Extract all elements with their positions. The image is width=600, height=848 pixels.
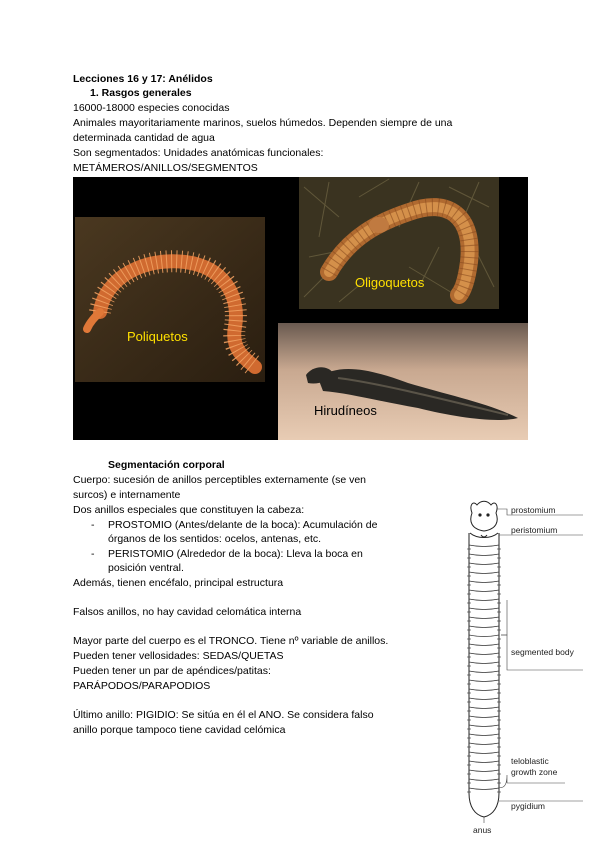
body-segment-ring bbox=[469, 617, 499, 619]
label-anus: anus bbox=[473, 825, 492, 835]
oligoquetos-photo bbox=[299, 177, 499, 309]
body-segment-ring bbox=[469, 581, 499, 583]
body-segment-ring bbox=[469, 608, 499, 610]
body-segment-ring bbox=[469, 707, 499, 709]
label-growth-zone-2: growth zone bbox=[511, 767, 558, 777]
label-peristomium: peristomium bbox=[511, 525, 558, 535]
body-segment-ring bbox=[469, 599, 499, 601]
text-line: Pueden tener un par de apéndices/patitas: bbox=[73, 665, 271, 677]
body-segment-ring bbox=[469, 671, 499, 673]
body-segment-ring bbox=[469, 743, 499, 745]
label-growth-zone-1: teloblastic bbox=[511, 756, 549, 766]
text-line: órganos de los sentidos: ocelos, antenas, etc. bbox=[108, 533, 322, 545]
body-segment-ring bbox=[469, 752, 499, 754]
text-line: METÁMEROS/ANILLOS/SEGMENTOS bbox=[73, 162, 258, 174]
text-line: PROSTOMIO (Antes/delante de la boca): Acumulación de bbox=[108, 519, 378, 531]
body-segment-ring bbox=[469, 770, 499, 772]
text-line: Mayor parte del cuerpo es el TRONCO. Tiene nº variable de anillos. bbox=[73, 635, 389, 647]
body-segment-ring bbox=[469, 644, 499, 646]
body-segment-ring bbox=[469, 554, 499, 556]
body-segment-ring bbox=[469, 761, 499, 763]
annelid-diagram bbox=[455, 495, 595, 840]
text-line: Último anillo: PIGIDIO: Se sitúa en él el ANO. Se considera falso bbox=[73, 709, 374, 721]
text-line: Son segmentados: Unidades anatómicas funcionales: bbox=[73, 147, 324, 159]
poliquetos-caption: Poliquetos bbox=[127, 329, 188, 344]
section-heading-segmentacion: Segmentación corporal bbox=[108, 459, 225, 471]
text-line: posición ventral. bbox=[108, 562, 184, 574]
body-segment-ring bbox=[469, 779, 499, 781]
body-segment-ring bbox=[469, 563, 499, 565]
label-prostomium: prostomium bbox=[511, 505, 556, 515]
text-line: PERISTOMIO (Alrededor de la boca): Lleva la boca en bbox=[108, 548, 363, 560]
body-segment-ring bbox=[469, 788, 499, 790]
body-segment-ring bbox=[469, 689, 499, 691]
section-heading-rasgos: 1. Rasgos generales bbox=[90, 87, 192, 99]
bullet-dash: - bbox=[91, 548, 95, 560]
poliquetos-photo bbox=[75, 217, 265, 382]
text-line: Cuerpo: sucesión de anillos perceptibles externamente (se ven bbox=[73, 474, 367, 486]
label-pygidium: pygidium bbox=[511, 801, 546, 811]
body-segment-ring bbox=[469, 662, 499, 664]
body-segment-ring bbox=[469, 653, 499, 655]
oligoquetos-caption: Oligoquetos bbox=[355, 275, 425, 290]
body-segment-ring bbox=[469, 734, 499, 736]
photo-collage bbox=[73, 177, 528, 440]
hirudineos-photo bbox=[278, 323, 528, 440]
body-segment-ring bbox=[469, 590, 499, 592]
text-line: Animales mayoritariamente marinos, suelos húmedos. Dependen siempre de una bbox=[73, 117, 453, 129]
hirudineos-caption: Hirudíneos bbox=[314, 403, 377, 418]
body-segment-ring bbox=[469, 716, 499, 718]
bullet-dash: - bbox=[91, 519, 95, 531]
body-segment-ring bbox=[469, 698, 499, 700]
text-line: Falsos anillos, no hay cavidad celomática interna bbox=[73, 606, 302, 618]
page-title: Lecciones 16 y 17: Anélidos bbox=[73, 73, 213, 85]
label-segmented-body: segmented body bbox=[511, 647, 574, 657]
text-line: 16000-18000 especies conocidas bbox=[73, 102, 230, 114]
body-segment-ring bbox=[469, 545, 499, 547]
text-line: Dos anillos especiales que constituyen la cabeza: bbox=[73, 504, 305, 516]
body-segment-ring bbox=[469, 680, 499, 682]
text-line: determinada cantidad de agua bbox=[73, 132, 215, 144]
body-segment-ring bbox=[469, 725, 499, 727]
body-segment-ring bbox=[469, 572, 499, 574]
text-line: surcos) e internamente bbox=[73, 489, 181, 501]
text-line: PARÁPODOS/PARAPODIOS bbox=[73, 680, 211, 692]
body-segment-ring bbox=[469, 626, 499, 628]
text-line: Además, tienen encéfalo, principal estructura bbox=[73, 577, 284, 589]
text-line: anillo porque tampoco tiene cavidad celómica bbox=[73, 724, 286, 736]
body-segment-ring bbox=[469, 635, 499, 637]
text-line: Pueden tener vellosidades: SEDAS/QUETAS bbox=[73, 650, 284, 662]
